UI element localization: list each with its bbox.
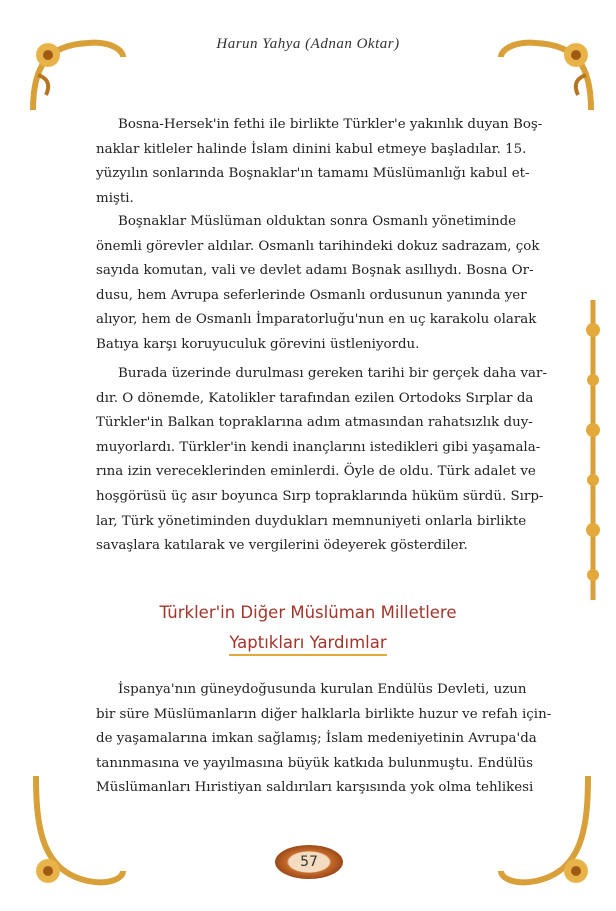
text-line: sayıda komutan, vali ve devlet adamı Boşnak asıllıydı. Bosna Or- (96, 263, 534, 279)
text-line: rına izin vereceklerinden eminlerdi. Öyle de oldu. Türk adalet ve (96, 464, 536, 480)
page-number-badge (275, 845, 343, 879)
text-line: tanınmasına ve yayılmasına büyük katkıda bulunmuştu. Endülüs (96, 755, 533, 771)
paragraph-1 (96, 113, 543, 211)
text-line: Boşnaklar Müslüman olduktan sonra Osmanlı yönetiminde (118, 214, 517, 229)
text-line: Türkler'in Balkan topraklarına adım atmasından rahatsızlık duy- (96, 415, 533, 431)
text-line: Batıya karşı koruyuculuk görevini üstleniyordu. (96, 336, 420, 352)
paragraph-2 (96, 210, 540, 358)
text-line: savaşlara katılarak ve vergilerini ödeyerek gösterdiler. (96, 538, 468, 554)
text-line: dır. O dönemde, Katolikler tarafından ezilen Ortodoks Sırplar da (96, 390, 534, 406)
section-heading-line-2 (0, 633, 616, 652)
text-line: de yaşamalarına imkan sağlamış; İslam medeniyetinin Avrupa'da (96, 731, 537, 747)
text-line: yüzyılın sonlarında Boşnaklar'ın tamamı Müslümanlığı kabul et- (96, 166, 530, 182)
text-line: Müslümanları Hıristiyan saldırıları karşısında yok olma tehlikesi (96, 780, 534, 796)
ornament-top-left-icon (28, 35, 128, 115)
page-number: 57 (300, 854, 318, 870)
text-line: lar, Türk yönetiminden duydukları memnuniyeti onlarla birlikte (96, 513, 527, 529)
text-line: hoşgörüsü üç asır boyunca Sırp topraklarında hüküm sürdü. Sırp- (96, 488, 544, 504)
text-line: İspanya'nın güneydoğusunda kurulan Endülüs Devleti, uzun (118, 682, 527, 697)
text-line: önemli görevler aldılar. Osmanlı tarihindeki dokuz sadrazam, çok (96, 238, 540, 254)
text-line: Bosna-Hersek'in fethi ile birlikte Türkler'e yakınlık duyan Boş- (118, 117, 543, 132)
paragraph-4 (96, 678, 552, 801)
ornament-top-right-icon (496, 35, 596, 115)
text-line: muyorlardı. Türkler'in kendi inançlarını istedikleri gibi yaşamala- (96, 439, 541, 455)
text-line: dusu, hem Avrupa seferlerinde Osmanlı ordusunun yanında yer (96, 287, 527, 303)
running-header: Harun Yahya (Adnan Oktar) (216, 36, 400, 52)
text-line: mişti. (96, 190, 134, 206)
text-line: alıyor, hem de Osmanlı İmparatorluğu'nun en uç karakolu olarak (96, 312, 537, 328)
section-heading-line-1: Türkler'in Diğer Müslüman Milletlere (159, 603, 457, 622)
ornament-side-border-icon (582, 300, 604, 600)
text-line: naklar kitleler halinde İslam dinini kabul etmeye başladılar. 15. (96, 141, 527, 157)
section-heading-underlined: Yaptıkları Yardımlar (229, 633, 386, 656)
text-line: bir süre Müslümanların diğer halklarla birlikte huzur ve refah için- (96, 706, 552, 722)
text-line: Burada üzerinde durulması gereken tarihi bir gerçek daha var- (118, 366, 547, 381)
paragraph-3 (96, 362, 547, 559)
